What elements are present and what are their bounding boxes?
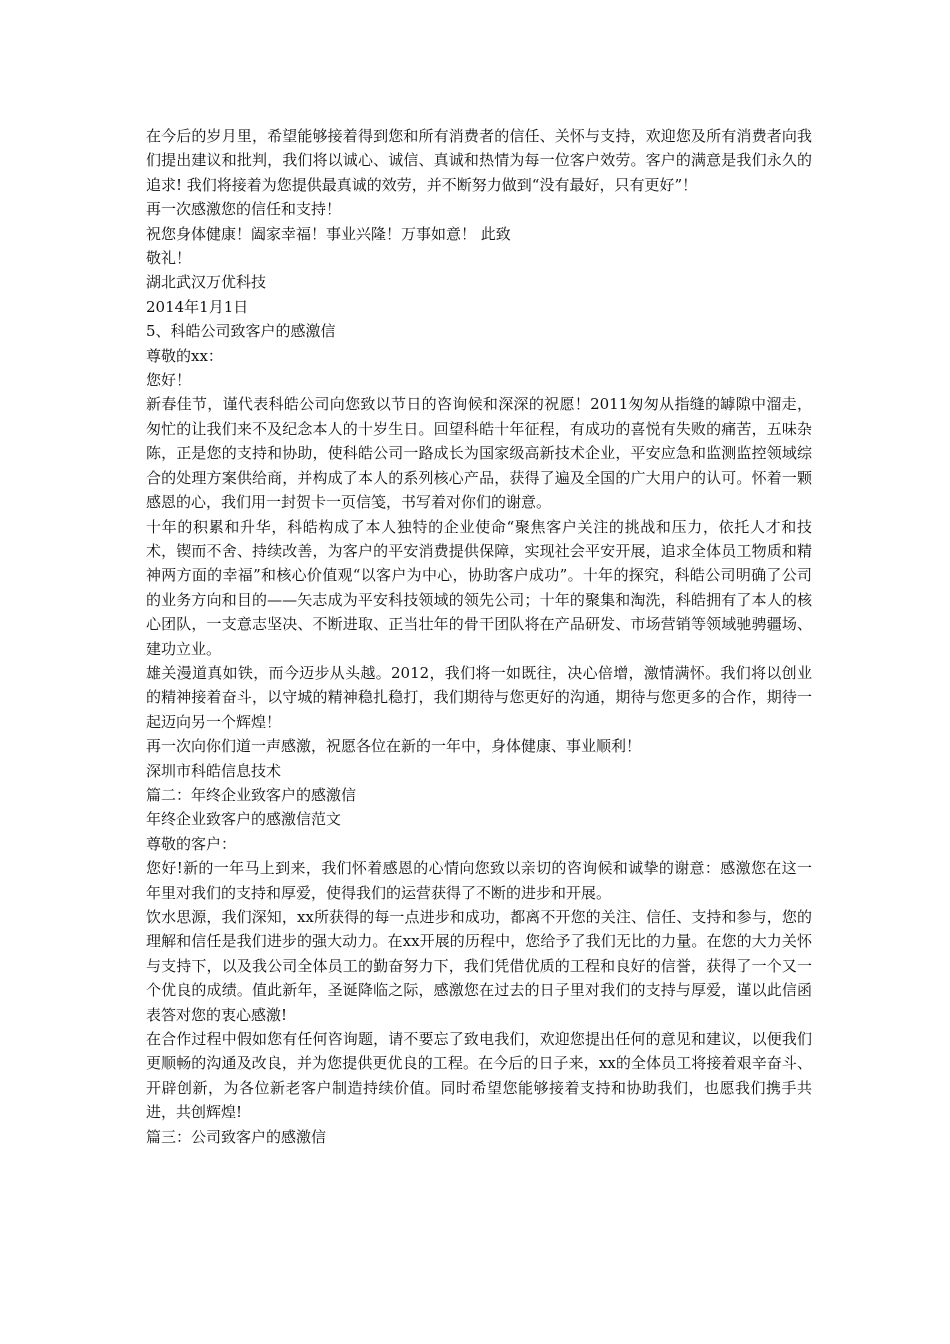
greeting: 您好！ [146,371,192,390]
paragraph-19: 饮水思源，我们深知，xx所获得的每一点进步和成功，都离不开您的关注、信任、支持和参与，您的理解和信任是我们进步的强大动力。在xx开展的历程中，您给予了我们无比的力量。在您的大力关怀与支持下，以及我公司全体员工的勤奋努力下，我们凭借优质的工程和良好的信誉，获得了一个又一个优良的成绩。值此新年，圣诞降临之际，感激您在过去的日子里对我们的支持与厚爱，谨以此信函表答对您的衷心感激! [146,908,812,1024]
part-two-subtitle: 年终企业致客户的感激信范文 [146,810,342,829]
signature-company: 湖北武汉万优科技 [146,273,267,292]
part-three-heading: 篇三：公司致客户的感激信 [146,1127,327,1146]
paragraph-20: 在合作过程中假如您有任何咨询题，请不要忘了致电我们，欢迎您提出任何的意见和建议，以便我们更顺畅的沟通及改良，并为您提供更优良的工程。在今后的日子来，xx的全体员工将接着艰辛奋斗、开辟创新，为各位新老客户制造持续价值。同时希望您能够接着支持和协助我们，也愿我们携手共进，共创辉煌! [146,1030,812,1122]
paragraph-10: 新春佳节，谨代表科皓公司向您致以节日的咨询候和深深的祝愿！2011匆匆从指缝的罅隙中溜走，匆忙的让我们来不及纪念本人的十岁生日。回望科皓十年征程，有成功的喜悦有失败的痛苦，五味杂陈，正是您的支持和协助，使科皓公司一路成长为国家级高新技术企业，平安应急和监测监控领域综合的处理方案供给商，并构成了本人的系列核心产品，获得了遍及全国的广大用户的认可。怀着一颗感恩的心，我们用一封贺卡一页信笺，书写着对你们的谢意。 [146,395,812,512]
paragraph-2: 再一次感激您的信任和支持！ [146,200,342,219]
paragraph-12: 雄关漫道真如铁，而今迈步从头越。2012，我们将一如既往，决心倍增，激情满怀。我们将以创业的精神接着奋斗，以守城的精神稳扎稳打，我们期待与您更好的沟通，期待与您更多的合作，期待一起迈向另一个辉煌！ [146,663,812,731]
signature-date: 2014年1月1日 [146,297,249,316]
section-heading: 5、科皓公司致客户的感激信 [146,322,336,341]
salutation-2: 尊敬的客户： [146,834,237,853]
paragraph-3: 祝您身体健康！阖家幸福！事业兴隆！万事如意！ 此致 [146,224,511,243]
signature-company-2: 深圳市科皓信息技术 [146,761,282,780]
paragraph-11: 十年的积累和升华，科皓构成了本人独特的企业使命“聚焦客户关注的挑战和压力，依托人才和技术，锲而不舍、持续改善，为客户的平安消费提供保障，实现社会平安开展，追求全体员工物质和精神两方面的幸福”和核心价值观“以客户为中心，协助客户成功”。十年的探究，科皓公司明确了公司的业务方向和目的——矢志成为平安科技领域的领先公司；十年的聚集和淘洗，科皓拥有了本人的核心团队，一支意志坚决、不断进取、正当壮年的骨干团队将在产品研发、市场营销等领域驰骋疆场、建功立业。 [146,517,812,658]
paragraph-18: 您好!新的一年马上到来，我们怀着感恩的心情向您致以亲切的咨询候和诚挚的谢意：感激您在这一年里对我们的支持和厚爱，使得我们的运营获得了不断的进步和开展。 [146,859,812,902]
paragraph-1: 在今后的岁月里，希望能够接着得到您和所有消费者的信任、关怀与支持，欢迎您及所有消费者向我们提出建议和批判，我们将以诚心、诚信、真诚和热情为每一位客户效劳。客户的满意是我们永久的追求! 我们将接着为您提供最真诚的效劳，并不断努力做到“没有最好，只有更好”！ [146,127,812,194]
part-two-heading: 篇二：年终企业致客户的感激信 [146,785,357,804]
paragraph-13: 再一次向你们道一声感激，祝愿各位在新的一年中，身体健康、事业顺利！ [146,737,642,756]
document-body [146,124,812,1149]
salutation: 尊敬的xx： [146,346,223,365]
paragraph-4: 敬礼！ [146,249,192,268]
